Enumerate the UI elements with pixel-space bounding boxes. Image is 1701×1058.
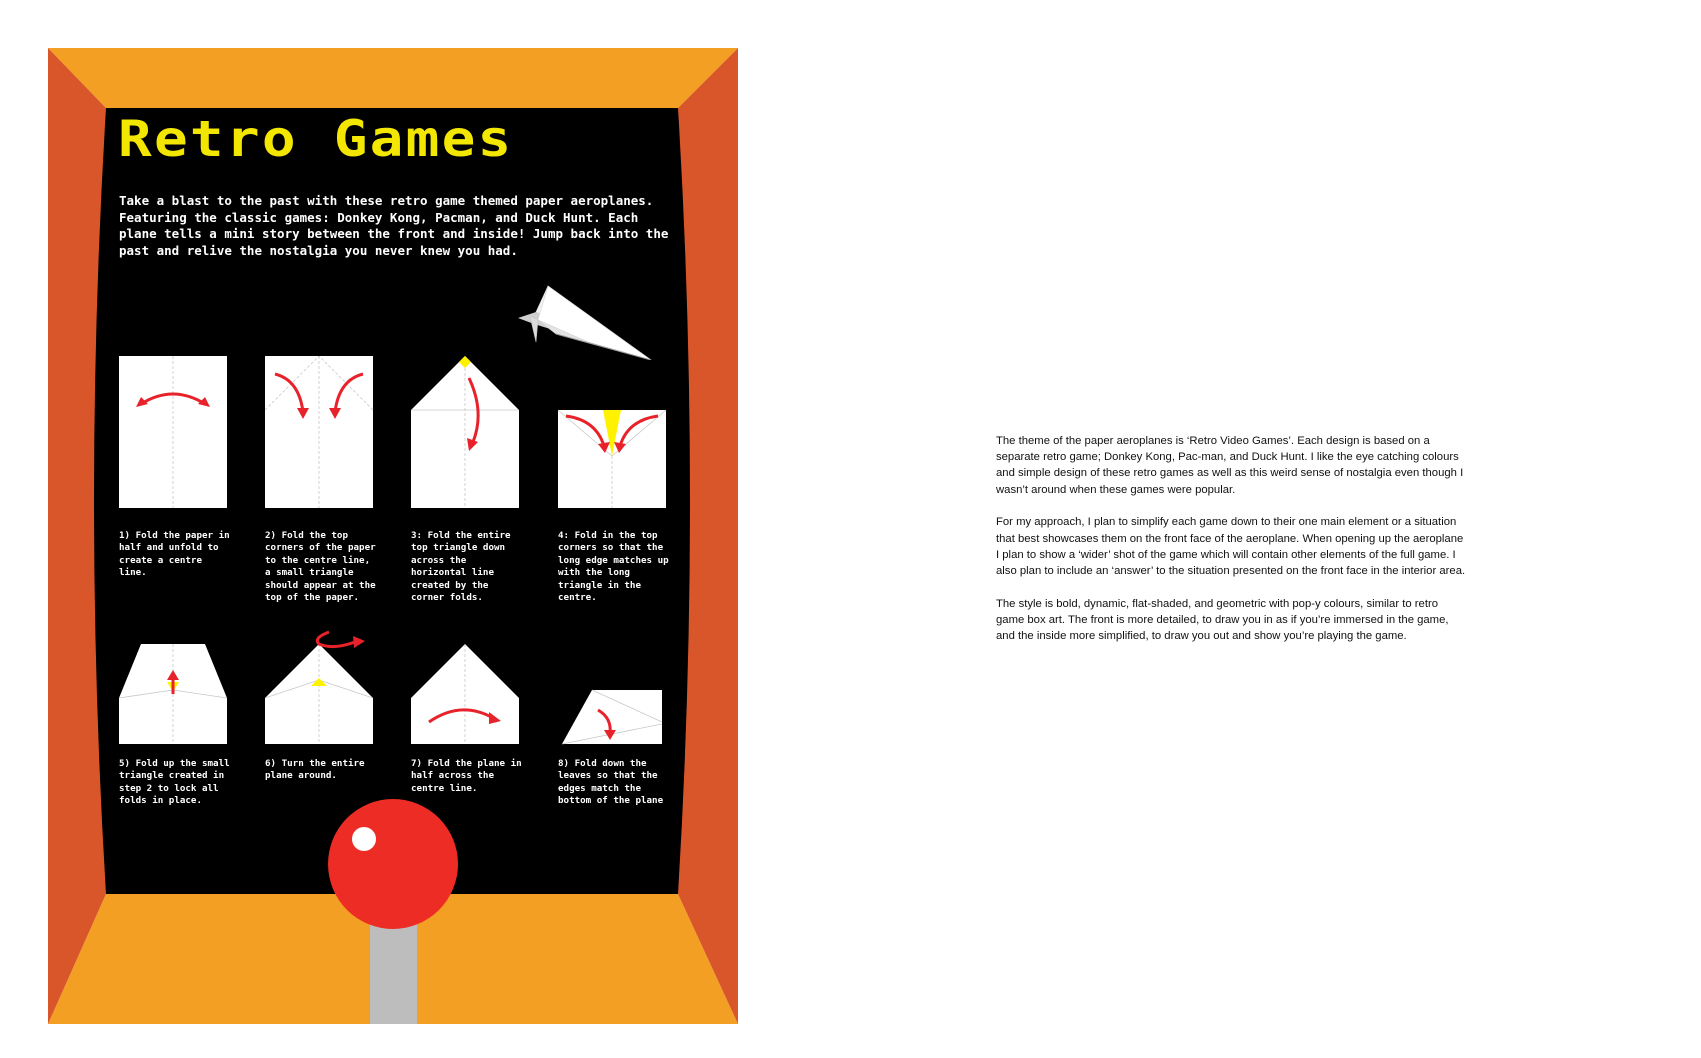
arcade-poster — [48, 48, 738, 1024]
step-6-text: 6) Turn the entire plane around. — [265, 758, 365, 782]
poster-title: Retro Games — [118, 110, 514, 168]
joystick-ball — [328, 799, 458, 929]
essay-paragraph-3: The style is bold, dynamic, flat-shaded, and geometric with pop-y colours, similar to retro game box art. The front is more detailed, to draw you in as if you’re immersed in the game, and the inside more simplified, to draw you out and show you’re playing the game. — [996, 597, 1449, 643]
joystick-illustration — [48, 48, 738, 1024]
step-5-text: 5) Fold up the small triangle created in step 2 to lock all folds in place. — [119, 758, 230, 807]
step-8-text: 8) Fold down the leaves so that the edges match the bottom of the plane — [558, 758, 664, 807]
essay-paragraph-2: For my approach, I plan to simplify each game down to their one main element or a situation that best showcases them on the front face of the aeroplane. When opening up the aeroplane I plan to show a ‘wider’ shot of the game which will contain other elements of the full game. I also plan to include an ‘answer’ to the situation presented on the front face in the interior area. — [996, 516, 1466, 577]
step-7-text: 7) Fold the plane in half across the centre line. — [411, 758, 522, 794]
joystick-highlight — [352, 827, 376, 851]
poster-intro: Take a blast to the past with these retro game themed paper aeroplanes. Featuring the classic games: Donkey Kong, Pacman, and Duck Hunt. Each plane tells a mini story between the front and inside! Jump back into the past and relive the nostalgia you never knew you had. — [119, 193, 669, 258]
step-1-text: 1) Fold the paper in half and unfold to create a centre line. — [119, 530, 230, 579]
step-2-text: 2) Fold the top corners of the paper to the centre line, a small triangle should appear at the top of the paper. — [265, 530, 376, 604]
step-4-text: 4: Fold in the top corners so that the long edge matches up with the long triangle in the centre. — [558, 530, 669, 604]
essay-paragraph-1: The theme of the paper aeroplanes is ‘Retro Video Games’. Each design is based on a separate retro game; Donkey Kong, Pac-man, and Duck Hunt. I like the eye catching colours and simple design of these retro games as well as this weird sense of nostalgia even though I wasn’t around when these games were popular. — [996, 435, 1464, 496]
step-3-text: 3: Fold the entire top triangle down across the horizontal line created by the corner folds. — [411, 530, 511, 604]
project-description — [996, 433, 1468, 661]
